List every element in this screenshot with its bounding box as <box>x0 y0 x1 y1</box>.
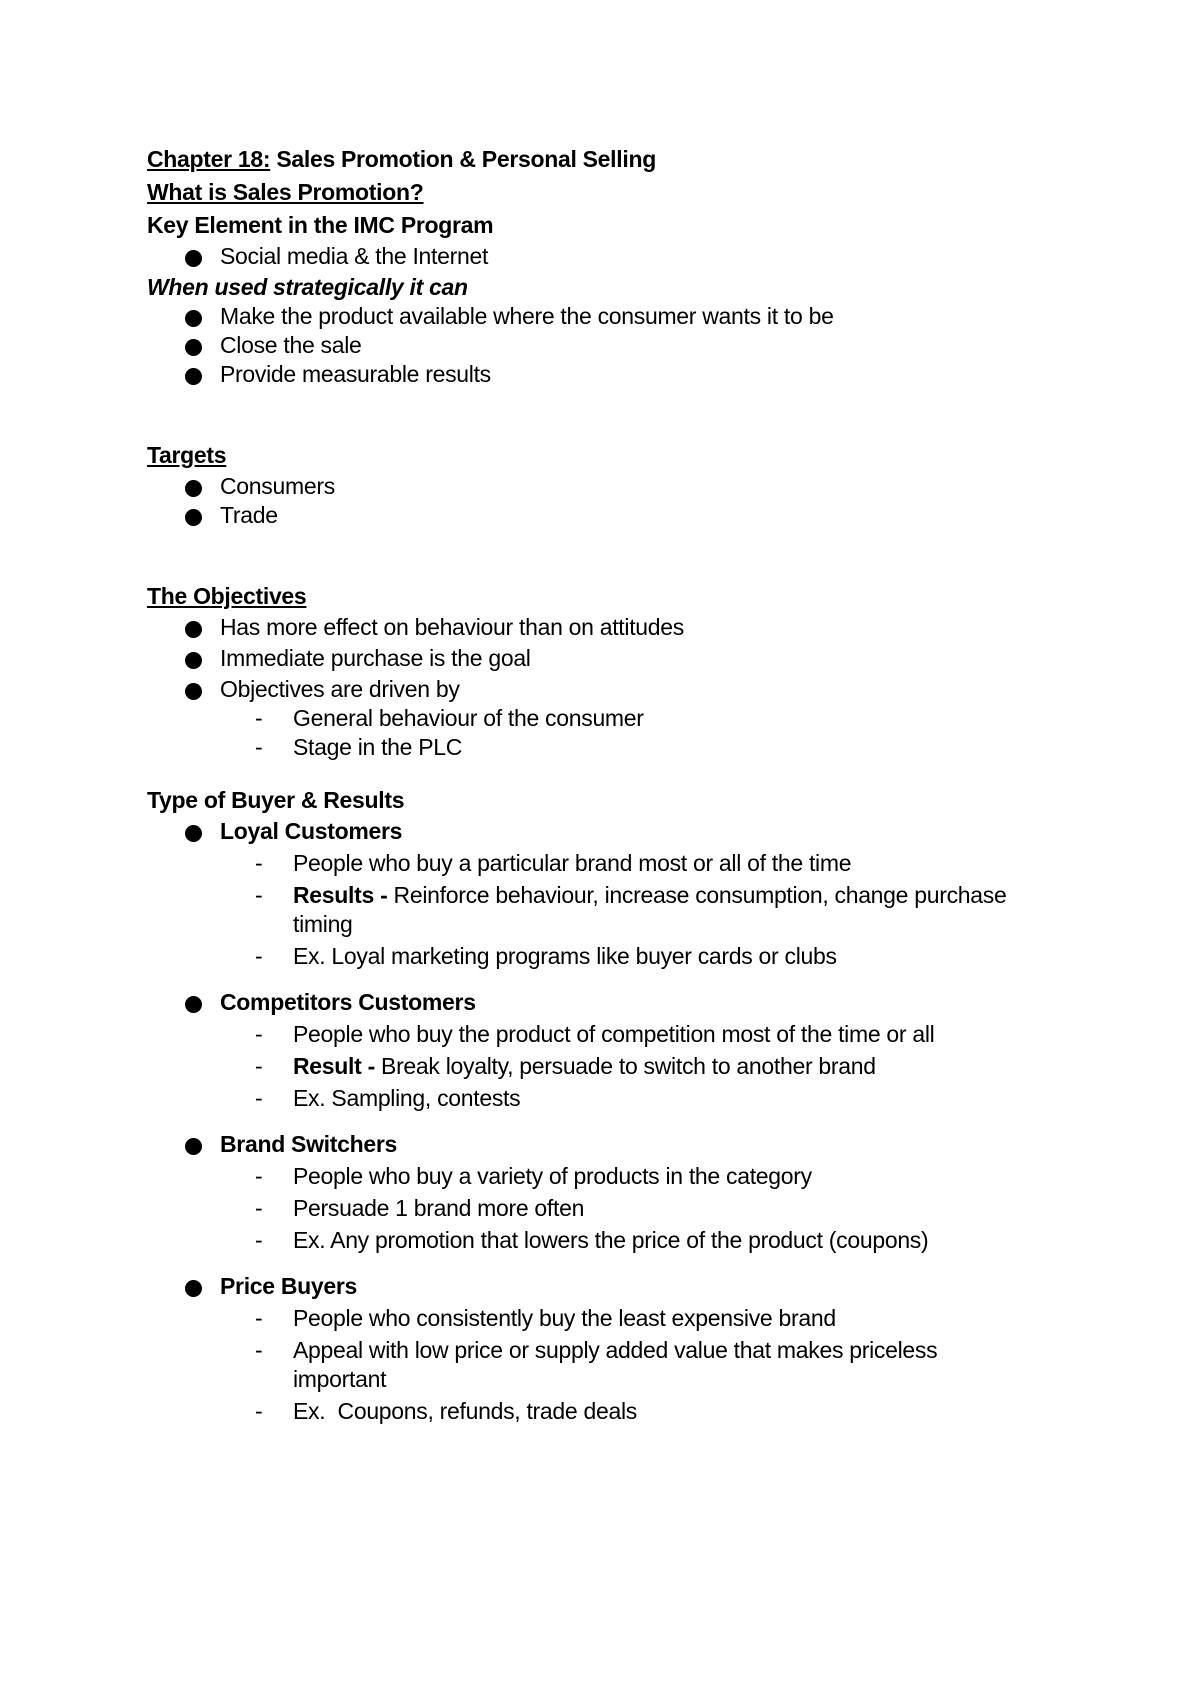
spacer <box>147 530 1077 582</box>
spacer <box>147 389 1077 441</box>
sub-list-item <box>147 1162 1077 1191</box>
bullet-icon <box>185 368 202 385</box>
objectives-list <box>147 613 1077 704</box>
list-item <box>147 644 1077 673</box>
list-item-text: Immediate purchase is the goal <box>220 645 531 671</box>
list-item-text: Close the sale <box>220 332 362 358</box>
dash-marker: - <box>255 1337 263 1363</box>
buyer-group-competitors-lines <box>147 1020 1077 1113</box>
list-item-text: Make the product available where the consumer wants it to be <box>220 303 834 329</box>
buyer-group-price <box>147 1272 1077 1301</box>
key-element-heading: Key Element in the IMC Program <box>147 212 494 238</box>
buyer-group-loyal-lines <box>147 849 1077 971</box>
spacer <box>147 971 1077 988</box>
dash-marker: - <box>255 734 263 760</box>
spacer <box>147 1255 1077 1272</box>
sub-list-item-text: Appeal with low price or supply added value that makes priceless important <box>293 1337 938 1392</box>
dash-marker: - <box>255 850 263 876</box>
list-item-text: Has more effect on behaviour than on attitudes <box>220 614 684 640</box>
dash-marker: - <box>255 705 263 731</box>
bullet-icon <box>185 250 202 267</box>
buyer-group-name: Competitors Customers <box>220 989 476 1015</box>
bullet-icon <box>185 652 202 669</box>
sub-list-item-text: Stage in the PLC <box>293 734 463 760</box>
list-item-text: Trade <box>220 502 278 528</box>
sub-list-item-text: People who buy the product of competition most of the time or all <box>293 1021 935 1047</box>
sub-list-item <box>147 881 1077 939</box>
bullet-icon <box>185 1138 202 1155</box>
targets-list <box>147 472 1077 530</box>
buyer-group-switchers-lines <box>147 1162 1077 1255</box>
bullet-icon <box>185 509 202 526</box>
dash-marker: - <box>255 1163 263 1189</box>
spacer <box>147 762 1077 786</box>
dash-marker: - <box>255 1398 263 1424</box>
list-item <box>147 360 1077 389</box>
list-item-text: Social media & the Internet <box>220 243 489 269</box>
sub-list-item <box>147 1397 1077 1426</box>
bullet-icon <box>185 621 202 638</box>
buyer-group-loyal <box>147 817 1077 846</box>
key-element-list <box>147 242 1077 271</box>
list-item <box>147 613 1077 642</box>
sub-list-item-text: Ex. Any promotion that lowers the price of the product (coupons) <box>293 1227 929 1253</box>
list-item <box>147 472 1077 501</box>
bullet-icon <box>185 1280 202 1297</box>
sub-list-item-text: Ex. Sampling, contests <box>293 1085 521 1111</box>
sub-list-item <box>147 733 1077 762</box>
sub-list-item <box>147 1226 1077 1255</box>
list-item <box>147 331 1077 360</box>
dash-marker: - <box>255 1053 263 1079</box>
bullet-icon <box>185 996 202 1013</box>
objectives-sublist <box>147 704 1077 762</box>
chapter-title <box>147 145 1077 174</box>
spacer <box>147 1113 1077 1130</box>
sub-list-item <box>147 1194 1077 1223</box>
sub-list-item <box>147 1304 1077 1333</box>
buyer-group-competitors <box>147 988 1077 1017</box>
sub-list-item <box>147 1052 1077 1081</box>
sub-list-item <box>147 704 1077 733</box>
list-item-text: Consumers <box>220 473 335 499</box>
sub-list-item <box>147 1020 1077 1049</box>
dash-marker: - <box>255 882 263 908</box>
dash-marker: - <box>255 1021 263 1047</box>
sub-list-item-text: General behaviour of the consumer <box>293 705 644 731</box>
sub-list-item <box>147 942 1077 971</box>
buyers-heading: Type of Buyer & Results <box>147 787 405 813</box>
sub-list-item-text: People who buy a particular brand most or all of the time <box>293 850 852 876</box>
sub-list-item-text: People who consistently buy the least expensive brand <box>293 1305 836 1331</box>
targets-heading: Targets <box>147 442 227 468</box>
buyer-group-price-lines <box>147 1304 1077 1426</box>
list-item-text: Objectives are driven by <box>220 676 460 702</box>
buyer-group-title <box>147 1272 1077 1301</box>
bullet-icon <box>185 310 202 327</box>
sub-list-item <box>147 1084 1077 1113</box>
strategic-heading: When used strategically it can <box>147 274 468 300</box>
bullet-icon <box>185 339 202 356</box>
buyer-group-name: Price Buyers <box>220 1273 358 1299</box>
buyer-group-name: Brand Switchers <box>220 1131 397 1157</box>
dash-marker: - <box>255 1085 263 1111</box>
document-body <box>147 145 1077 1426</box>
buyer-group-title <box>147 817 1077 846</box>
what-is-heading: What is Sales Promotion? <box>147 179 424 205</box>
list-item <box>147 501 1077 530</box>
sub-list-item <box>147 1336 1077 1394</box>
dash-marker: - <box>255 1195 263 1221</box>
buyer-group-title <box>147 988 1077 1017</box>
strategic-list <box>147 302 1077 389</box>
chapter-name: Sales Promotion & Personal Selling <box>270 146 656 172</box>
sub-list-item <box>147 849 1077 878</box>
sub-list-item-text: People who buy a variety of products in the category <box>293 1163 812 1189</box>
bullet-icon <box>185 825 202 842</box>
dash-marker: - <box>255 943 263 969</box>
dash-marker: - <box>255 1305 263 1331</box>
list-item-text: Provide measurable results <box>220 361 491 387</box>
chapter-label: Chapter 18: <box>147 146 271 172</box>
buyer-group-name: Loyal Customers <box>220 818 403 844</box>
bullet-icon <box>185 683 202 700</box>
sub-list-item-text: Ex. Loyal marketing programs like buyer cards or clubs <box>293 943 837 969</box>
list-item <box>147 302 1077 331</box>
objectives-heading: The Objectives <box>147 583 307 609</box>
dash-marker: - <box>255 1227 263 1253</box>
buyer-group-switchers <box>147 1130 1077 1159</box>
sub-list-item-text: Result - Break loyalty, persuade to switch to another brand <box>293 1053 876 1079</box>
bullet-icon <box>185 480 202 497</box>
sub-list-item-text: Ex. Coupons, refunds, trade deals <box>293 1398 637 1424</box>
buyer-group-title <box>147 1130 1077 1159</box>
list-item <box>147 242 1077 271</box>
list-item <box>147 675 1077 704</box>
sub-list-item-text: Persuade 1 brand more often <box>293 1195 585 1221</box>
sub-list-item-text: Results - Reinforce behaviour, increase consumption, change purchase timing <box>293 882 1007 937</box>
